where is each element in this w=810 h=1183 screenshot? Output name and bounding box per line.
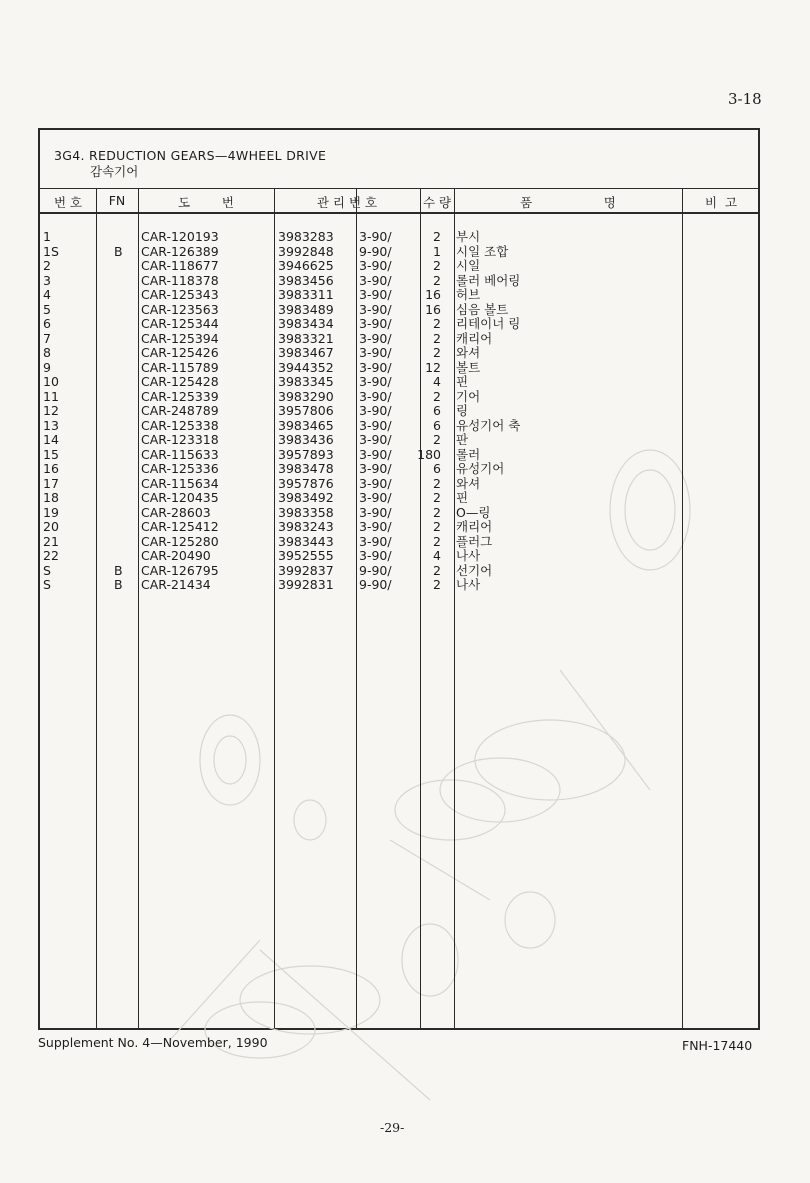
section-title-korean: 감속기어	[90, 164, 139, 179]
row-part-name: 나사	[456, 577, 481, 592]
table-row	[40, 303, 758, 318]
row-management-number: 3983434	[278, 316, 334, 331]
row-no: 3	[43, 272, 51, 288]
row-part-name: 캐리어	[456, 519, 493, 534]
row-no: 9	[43, 359, 51, 375]
row-quantity: 2	[433, 316, 441, 331]
row-management-number: 3957876	[278, 475, 334, 491]
row-management-number: 3983311	[278, 287, 334, 302]
row-management-number: 3983465	[278, 417, 334, 433]
row-date-code: 3-90/	[359, 432, 392, 447]
row-management-number: 3957806	[278, 403, 334, 418]
row-date-code: 9-90/	[359, 243, 392, 259]
row-date-code: 3-90/	[359, 548, 392, 563]
table-row	[40, 259, 758, 274]
row-management-number: 3983243	[278, 519, 334, 534]
row-no: 4	[43, 287, 51, 302]
row-date-code: 3-90/	[359, 374, 392, 389]
row-date-code: 3-90/	[359, 258, 392, 273]
row-part-name: 부시	[456, 229, 481, 244]
table-row	[40, 245, 758, 260]
row-date-code: 3-90/	[359, 504, 392, 520]
row-no: 11	[43, 388, 59, 404]
row-drawing-number: CAR-125343	[141, 287, 219, 302]
row-drawing-number: CAR-21434	[141, 577, 211, 592]
row-drawing-number: CAR-125339	[141, 388, 219, 404]
row-date-code: 3-90/	[359, 287, 392, 302]
row-drawing-number: CAR-125428	[141, 374, 219, 389]
row-quantity: 2	[433, 432, 441, 447]
column-headers	[40, 188, 758, 214]
row-part-name: O—링	[456, 504, 491, 520]
row-management-number: 3983345	[278, 374, 334, 389]
row-date-code: 3-90/	[359, 229, 392, 244]
row-fn: B	[114, 243, 123, 259]
table-row	[40, 535, 758, 550]
column-header-fn: FN	[108, 193, 126, 208]
row-drawing-number: CAR-125344	[141, 316, 219, 331]
row-drawing-number: CAR-125394	[141, 330, 219, 346]
row-management-number: 3983443	[278, 533, 334, 549]
row-no: 15	[43, 446, 59, 462]
row-date-code: 3-90/	[359, 417, 392, 433]
table-row	[40, 506, 758, 521]
row-quantity: 1	[433, 243, 441, 259]
row-management-number: 3983358	[278, 504, 334, 520]
row-quantity: 12	[425, 359, 441, 375]
row-drawing-number: CAR-123318	[141, 432, 219, 447]
row-management-number: 3983436	[278, 432, 334, 447]
row-management-number: 3983478	[278, 461, 334, 476]
row-management-number: 3983283	[278, 229, 334, 244]
row-date-code: 3-90/	[359, 475, 392, 491]
row-quantity: 180	[417, 446, 441, 462]
row-part-name: 핀	[456, 490, 469, 505]
row-quantity: 2	[433, 475, 441, 491]
table-row	[40, 578, 758, 593]
row-drawing-number: CAR-120193	[141, 229, 219, 244]
column-header-mgmt: 관 리 번 호	[316, 195, 378, 210]
row-drawing-number: CAR-118378	[141, 272, 219, 288]
row-no: 7	[43, 330, 51, 346]
row-no: 2	[43, 258, 51, 273]
row-date-code: 3-90/	[359, 403, 392, 418]
row-no: 16	[43, 461, 59, 476]
row-drawing-number: CAR-28603	[141, 504, 211, 520]
row-drawing-number: CAR-115789	[141, 359, 219, 375]
row-part-name: 시일	[456, 258, 481, 273]
row-date-code: 3-90/	[359, 490, 392, 505]
row-quantity: 16	[425, 301, 441, 317]
row-drawing-number: CAR-125280	[141, 533, 219, 549]
row-drawing-number: CAR-125412	[141, 519, 219, 534]
table-row	[40, 390, 758, 405]
row-drawing-number: CAR-115633	[141, 446, 219, 462]
table-row	[40, 520, 758, 535]
row-part-name: 핀	[456, 374, 469, 389]
column-header-no: 번 호	[53, 195, 83, 210]
row-drawing-number: CAR-123563	[141, 301, 219, 317]
row-part-name: 리테이너 링	[456, 316, 521, 331]
row-part-name: 롤러	[456, 446, 481, 462]
row-drawing-number: CAR-120435	[141, 490, 219, 505]
row-drawing-number: CAR-125426	[141, 345, 219, 360]
row-part-name: 허브	[456, 287, 481, 302]
row-quantity: 2	[433, 577, 441, 592]
row-no: 21	[43, 533, 59, 549]
table-row	[40, 317, 758, 332]
row-part-name: 선기어	[456, 562, 493, 578]
table-title-block	[40, 130, 758, 189]
row-date-code: 3-90/	[359, 533, 392, 549]
row-quantity: 2	[433, 562, 441, 578]
row-part-name: 링	[456, 403, 469, 418]
row-quantity: 4	[433, 548, 441, 563]
column-header-drawing: 도 번	[178, 195, 234, 210]
column-header-remarks: 비 고	[704, 195, 738, 210]
row-part-name: 와셔	[456, 475, 481, 491]
document-code: FNH-17440	[682, 1038, 753, 1053]
row-no: S	[43, 577, 51, 592]
row-quantity: 2	[433, 258, 441, 273]
row-management-number: 3992837	[278, 562, 334, 578]
row-quantity: 6	[433, 461, 441, 476]
row-no: 8	[43, 345, 51, 360]
row-date-code: 9-90/	[359, 577, 392, 592]
row-part-name: 유성기어	[456, 461, 505, 476]
row-management-number: 3983456	[278, 272, 334, 288]
row-date-code: 3-90/	[359, 301, 392, 317]
row-quantity: 6	[433, 417, 441, 433]
row-quantity: 16	[425, 287, 441, 302]
row-management-number: 3983489	[278, 301, 334, 317]
row-quantity: 2	[433, 345, 441, 360]
row-part-name: 롤러 베어링	[456, 272, 521, 288]
row-no: 20	[43, 519, 59, 534]
table-row	[40, 419, 758, 434]
table-row	[40, 346, 758, 361]
row-fn: B	[114, 562, 123, 578]
table-row	[40, 375, 758, 390]
row-drawing-number: CAR-126795	[141, 562, 219, 578]
table-row	[40, 549, 758, 564]
table-row	[40, 404, 758, 419]
row-no: S	[43, 562, 51, 578]
row-part-name: 나사	[456, 548, 481, 563]
table-row	[40, 491, 758, 506]
row-management-number: 3992848	[278, 243, 334, 259]
row-drawing-number: CAR-115634	[141, 475, 219, 491]
row-drawing-number: CAR-126389	[141, 243, 219, 259]
table-row	[40, 462, 758, 477]
page-footer-number: -29-	[380, 1120, 405, 1135]
table-row	[40, 477, 758, 492]
row-part-name: 볼트	[456, 359, 481, 375]
row-quantity: 2	[433, 229, 441, 244]
row-no: 1	[43, 229, 51, 244]
row-quantity: 2	[433, 504, 441, 520]
table-row	[40, 288, 758, 303]
row-no: 10	[43, 374, 59, 389]
row-management-number: 3983290	[278, 388, 334, 404]
parts-table	[38, 128, 760, 1030]
row-management-number: 3946625	[278, 258, 334, 273]
table-row	[40, 361, 758, 376]
row-no: 19	[43, 504, 59, 520]
row-date-code: 3-90/	[359, 330, 392, 346]
row-date-code: 3-90/	[359, 272, 392, 288]
table-row	[40, 448, 758, 463]
row-part-name: 유성기어 축	[456, 417, 521, 433]
table-row	[40, 564, 758, 579]
row-date-code: 3-90/	[359, 461, 392, 476]
row-part-name: 플러그	[456, 533, 493, 549]
row-part-name: 기어	[456, 388, 481, 404]
row-no: 14	[43, 432, 59, 447]
row-date-code: 3-90/	[359, 359, 392, 375]
row-management-number: 3944352	[278, 359, 334, 375]
row-fn: B	[114, 577, 123, 592]
row-date-code: 3-90/	[359, 388, 392, 404]
row-quantity: 2	[433, 272, 441, 288]
row-quantity: 2	[433, 533, 441, 549]
row-quantity: 2	[433, 330, 441, 346]
supplement-note: Supplement No. 4—November, 1990	[38, 1035, 268, 1050]
row-quantity: 6	[433, 403, 441, 418]
row-no: 5	[43, 301, 51, 317]
row-management-number: 3957893	[278, 446, 334, 462]
row-drawing-number: CAR-118677	[141, 258, 219, 273]
row-part-name: 심음 볼트	[456, 301, 509, 317]
row-no: 12	[43, 403, 59, 418]
row-part-name: 와셔	[456, 345, 481, 360]
row-part-name: 판	[456, 432, 469, 447]
row-drawing-number: CAR-125338	[141, 417, 219, 433]
column-header-qty: 수 량	[422, 195, 452, 210]
column-header-name: 품 명	[520, 195, 616, 210]
row-no: 22	[43, 548, 59, 563]
section-title: 3G4. REDUCTION GEARS—4WHEEL DRIVE	[54, 148, 327, 163]
table-row	[40, 433, 758, 448]
row-date-code: 9-90/	[359, 562, 392, 578]
row-management-number: 3992831	[278, 577, 334, 592]
row-quantity: 4	[433, 374, 441, 389]
row-part-name: 시일 조합	[456, 243, 509, 259]
row-quantity: 2	[433, 490, 441, 505]
row-quantity: 2	[433, 519, 441, 534]
row-drawing-number: CAR-248789	[141, 403, 219, 418]
row-no: 13	[43, 417, 59, 433]
row-management-number: 3983492	[278, 490, 334, 505]
row-drawing-number: CAR-125336	[141, 461, 219, 476]
row-management-number: 3952555	[278, 548, 334, 563]
row-no: 17	[43, 475, 59, 491]
row-date-code: 3-90/	[359, 345, 392, 360]
table-row	[40, 332, 758, 347]
row-date-code: 3-90/	[359, 316, 392, 331]
row-management-number: 3983467	[278, 345, 334, 360]
page-number: 3-18	[728, 90, 762, 108]
row-quantity: 2	[433, 388, 441, 404]
row-no: 6	[43, 316, 51, 331]
row-no: 1S	[43, 243, 59, 259]
table-body	[40, 230, 758, 593]
row-date-code: 3-90/	[359, 446, 392, 462]
table-row	[40, 230, 758, 245]
row-part-name: 캐리어	[456, 330, 493, 346]
row-management-number: 3983321	[278, 330, 334, 346]
table-row	[40, 274, 758, 289]
row-no: 18	[43, 490, 59, 505]
row-drawing-number: CAR-20490	[141, 548, 211, 563]
row-date-code: 3-90/	[359, 519, 392, 534]
